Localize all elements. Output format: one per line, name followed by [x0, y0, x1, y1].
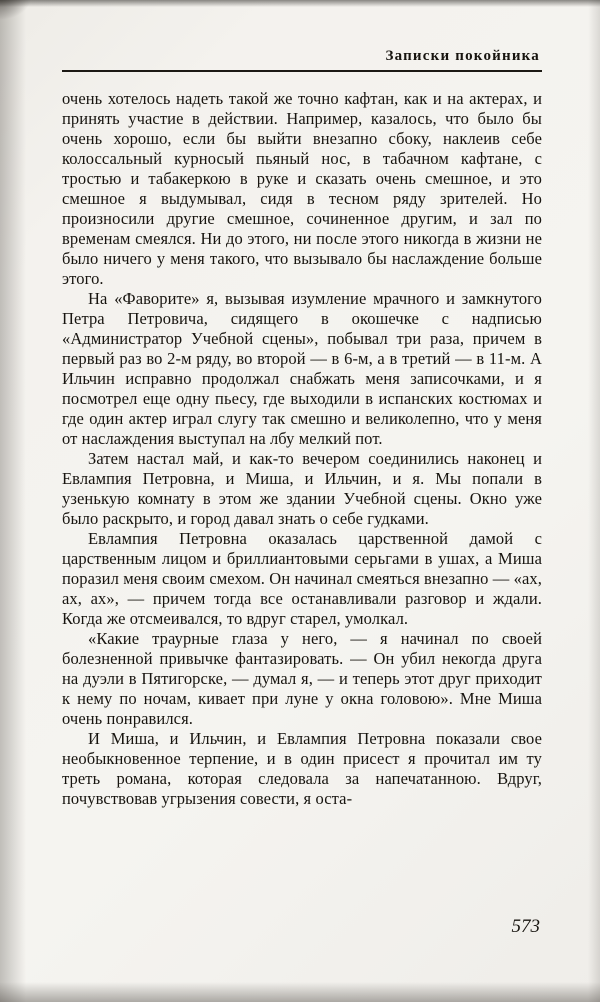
- scan-edge-left: [0, 0, 26, 1002]
- page-content: [62, 48, 542, 809]
- page-body: [62, 89, 542, 809]
- paragraph: очень хотелось надеть такой же точно кафтан, как и на актерах, и принять участие в действии. Например, казалось, что было бы очень хорошо, если бы выйти внезапно сбоку, наклеив себе колоссальный курносый пьяный нос, в табачном кафтане, с тростью и табакеркою в руке и сказать очень смешное, и это смешное я выдумывал, сидя в тесном ряду зрителей. Но произносили другие смешное, сочиненное другим, и зал по временам смеялся. Ни до этого, ни после этого никогда в жизни не было ничего у меня такого, что вызывало бы наслаждение больше этого.: [62, 89, 542, 289]
- scan-corner-smudge: [0, 0, 32, 20]
- paragraph: И Миша, и Ильчин, и Евлампия Петровна показали свое необыкновенное терпение, и в один присест я прочитал им ту треть романа, которая следовала за напечатанною. Вдруг, почувствовав угрызения совести, я оста-: [62, 729, 542, 809]
- paragraph: «Какие траурные глаза у него, — я начинал по своей болезненной привычке фантазировать. — Он убил некогда друга на дуэли в Пятигорске, — думал я, — и теперь этот друг приходит к нему по ночам, кивает при луне у окна головою». Мне Миша очень понравился.: [62, 629, 542, 729]
- running-header-title: Записки покойника: [385, 48, 540, 64]
- paragraph: Евлампия Петровна оказалась царственной дамой с царственным лицом и бриллиантовыми серьгами в ушах, а Миша поразил меня своим смехом. Он начинал смеяться внезапно — «ах, ах, ах», — причем тогда все останавливали разговор и ждали. Когда же отсмеивался, то вдруг старел, умолкал.: [62, 529, 542, 629]
- scan-edge-right: [588, 0, 600, 1002]
- page-number: 573: [511, 916, 540, 937]
- scan-edge-top: [0, 0, 600, 7]
- header-rule: [62, 70, 542, 72]
- scan-edge-bottom: [0, 982, 600, 1002]
- paragraph: На «Фаворите» я, вызывая изумление мрачного и замкнутого Петра Петровича, сидящего в окошечке с надписью «Администратор Учебной сцены», побывал три раза, причем в первый раз во 2-м ряду, во второй — в 6-м, а в третий — в 11-м. А Ильчин исправно продолжал снабжать меня записочками, и я посмотрел еще одну пьесу, где выходили в испанских костюмах и где один актер играл слугу так смешно и великолепно, что у меня от наслаждения выступал на лбу мелкий пот.: [62, 289, 542, 449]
- paragraph: Затем настал май, и как-то вечером соединились наконец и Евлампия Петровна, и Миша, и Ильчин, и я. Мы попали в узенькую комнату в этом же здании Учебной сцены. Окно уже было раскрыто, и город давал знать о себе гудками.: [62, 449, 542, 529]
- running-header: [62, 48, 542, 72]
